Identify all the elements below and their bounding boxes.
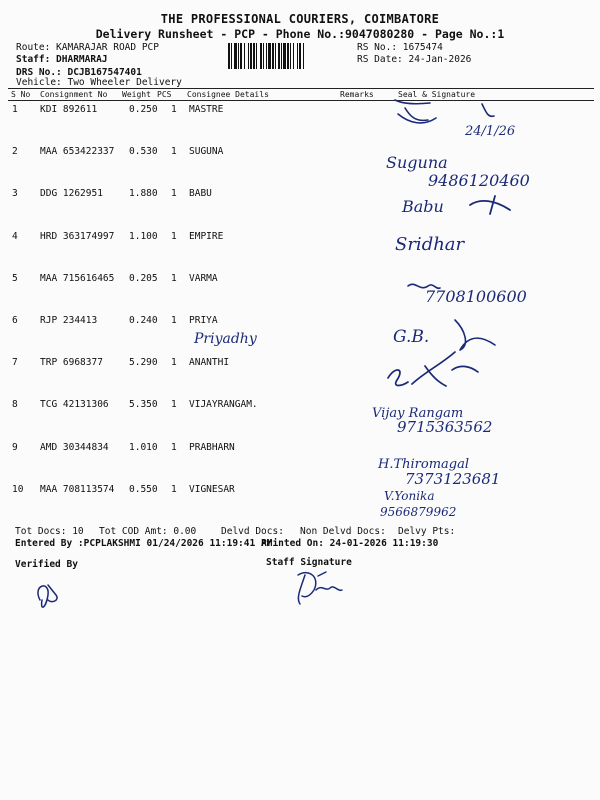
total-docs: Tot Docs: 10 xyxy=(15,526,84,537)
col-pcs: PCS xyxy=(157,90,172,99)
row-pcs: 1 xyxy=(171,146,177,157)
col-consignee: Consignee Details xyxy=(187,90,269,99)
entered-by: Entered By :PCPLAKSHMI 01/24/2026 11:19:41 AM xyxy=(15,538,273,549)
staff-signature-label: Staff Signature xyxy=(266,557,352,568)
row-pcs: 1 xyxy=(171,188,177,199)
company-name: THE PROFESSIONAL COURIERS, COIMBATORE xyxy=(160,12,440,26)
row-pcs: 1 xyxy=(171,104,177,115)
row-sno: 10 xyxy=(12,484,24,495)
printed-on: Printed On: 24-01-2026 11:19:30 xyxy=(261,538,439,549)
row-sno: 8 xyxy=(12,399,18,410)
row-consignment-no: RJP 234413 xyxy=(40,315,98,326)
row2-name: Suguna xyxy=(386,153,448,172)
row-pcs: 1 xyxy=(171,315,177,326)
row5-phone: 7708100600 xyxy=(425,287,527,306)
row-consignee: MASTRE xyxy=(189,104,224,115)
col-sno: S No xyxy=(11,90,31,99)
row6-name: Priyadhy xyxy=(194,331,257,347)
row-consignee: PRIYA xyxy=(189,315,218,326)
staff: Staff: DHARMARAJ xyxy=(16,54,108,65)
row-pcs: 1 xyxy=(171,399,177,410)
row-consignment-no: AMD 30344834 xyxy=(40,442,109,453)
row-sno: 5 xyxy=(12,273,18,284)
row-consignee: VIGNESAR xyxy=(189,484,235,495)
row-sno: 3 xyxy=(12,188,18,199)
row-sno: 1 xyxy=(12,104,18,115)
row2-phone: 9486120460 xyxy=(428,171,530,190)
row-weight: 0.240 xyxy=(129,315,158,326)
drs-number: DRS No.: DCJB167547401 xyxy=(16,67,142,78)
route: Route: KAMARAJAR ROAD PCP xyxy=(16,42,159,53)
row-weight: 1.100 xyxy=(129,231,158,242)
col-weight: Weight xyxy=(122,90,151,99)
row-consignee: PRABHARN xyxy=(189,442,235,453)
row-sno: 7 xyxy=(12,357,18,368)
row9-phone: 7373123681 xyxy=(405,470,501,488)
verified-by-signature xyxy=(38,585,57,607)
row-consignment-no: KDI 892611 xyxy=(40,104,98,115)
row-consignment-no: HRD 363174997 xyxy=(40,231,115,242)
row7-signature xyxy=(388,352,478,386)
row-weight: 0.250 xyxy=(129,104,158,115)
total-cod-amount: Tot COD Amt: 0.00 xyxy=(99,526,197,537)
row-pcs: 1 xyxy=(171,231,177,242)
row-weight: 1.880 xyxy=(129,188,158,199)
row3-name: Babu xyxy=(402,197,444,216)
row-consignee: ANANTHI xyxy=(189,357,230,368)
row-consignee: VIJAYRANGAM. xyxy=(189,399,258,410)
rs-date: RS Date: 24-Jan-2026 xyxy=(357,54,472,65)
runsheet-title: Delivery Runsheet - PCP - Phone No.:9047080280 - Page No.:1 xyxy=(95,27,505,41)
row-sno: 4 xyxy=(12,231,18,242)
row8-name: Vijay Rangam xyxy=(372,406,464,421)
row-weight: 0.550 xyxy=(129,484,158,495)
row-consignee: VARMA xyxy=(189,273,218,284)
row3-flourish xyxy=(470,196,510,214)
delivered-docs: Delvd Docs: xyxy=(221,526,284,537)
row10-phone: 9566879962 xyxy=(380,505,457,519)
row-weight: 0.530 xyxy=(129,146,158,157)
row-pcs: 1 xyxy=(171,484,177,495)
row-weight: 0.205 xyxy=(129,273,158,284)
row-weight: 1.010 xyxy=(129,442,158,453)
non-delivered-docs: Non Delvd Docs: xyxy=(300,526,386,537)
row8-phone: 9715363562 xyxy=(397,418,493,436)
col-consignment: Consignment No xyxy=(40,90,108,99)
row-sno: 6 xyxy=(12,315,18,326)
row-sno: 9 xyxy=(12,442,18,453)
row1-date: 24/1/26 xyxy=(465,124,516,139)
row-weight: 5.350 xyxy=(129,399,158,410)
row-consignment-no: MAA 715616465 xyxy=(40,273,115,284)
col-remarks: Remarks xyxy=(340,90,374,99)
row-weight: 5.290 xyxy=(129,357,158,368)
row-sno: 2 xyxy=(12,146,18,157)
rs-number: RS No.: 1675474 xyxy=(357,42,443,53)
row1-signature xyxy=(395,100,494,123)
row6-flourish xyxy=(455,320,495,350)
row-consignee: EMPIRE xyxy=(189,231,224,242)
row10-name: V.Yonika xyxy=(384,489,435,503)
staff-signature-scribble xyxy=(298,572,342,604)
row-pcs: 1 xyxy=(171,273,177,284)
row4-name: Sridhar xyxy=(395,234,465,255)
row-pcs: 1 xyxy=(171,357,177,368)
row-consignment-no: MAA 653422337 xyxy=(40,146,115,157)
row-consignee: SUGUNA xyxy=(189,146,224,157)
col-seal: Seal & Signature xyxy=(398,90,476,99)
row-consignment-no: MAA 708113574 xyxy=(40,484,115,495)
row-consignment-no: DDG 1262951 xyxy=(40,188,103,199)
row9-name: H.Thiromagal xyxy=(378,457,470,472)
vehicle: Vehicle: Two Wheeler Delivery xyxy=(16,77,182,88)
row-consignee: BABU xyxy=(189,188,212,199)
row-consignment-no: TRP 6968377 xyxy=(40,357,103,368)
row-consignment-no: TCG 42131306 xyxy=(40,399,109,410)
row-pcs: 1 xyxy=(171,442,177,453)
delivery-points: Delvy Pts: xyxy=(398,526,456,537)
row6-signature: G.B. xyxy=(393,327,430,347)
verified-by-label: Verified By xyxy=(15,559,78,570)
